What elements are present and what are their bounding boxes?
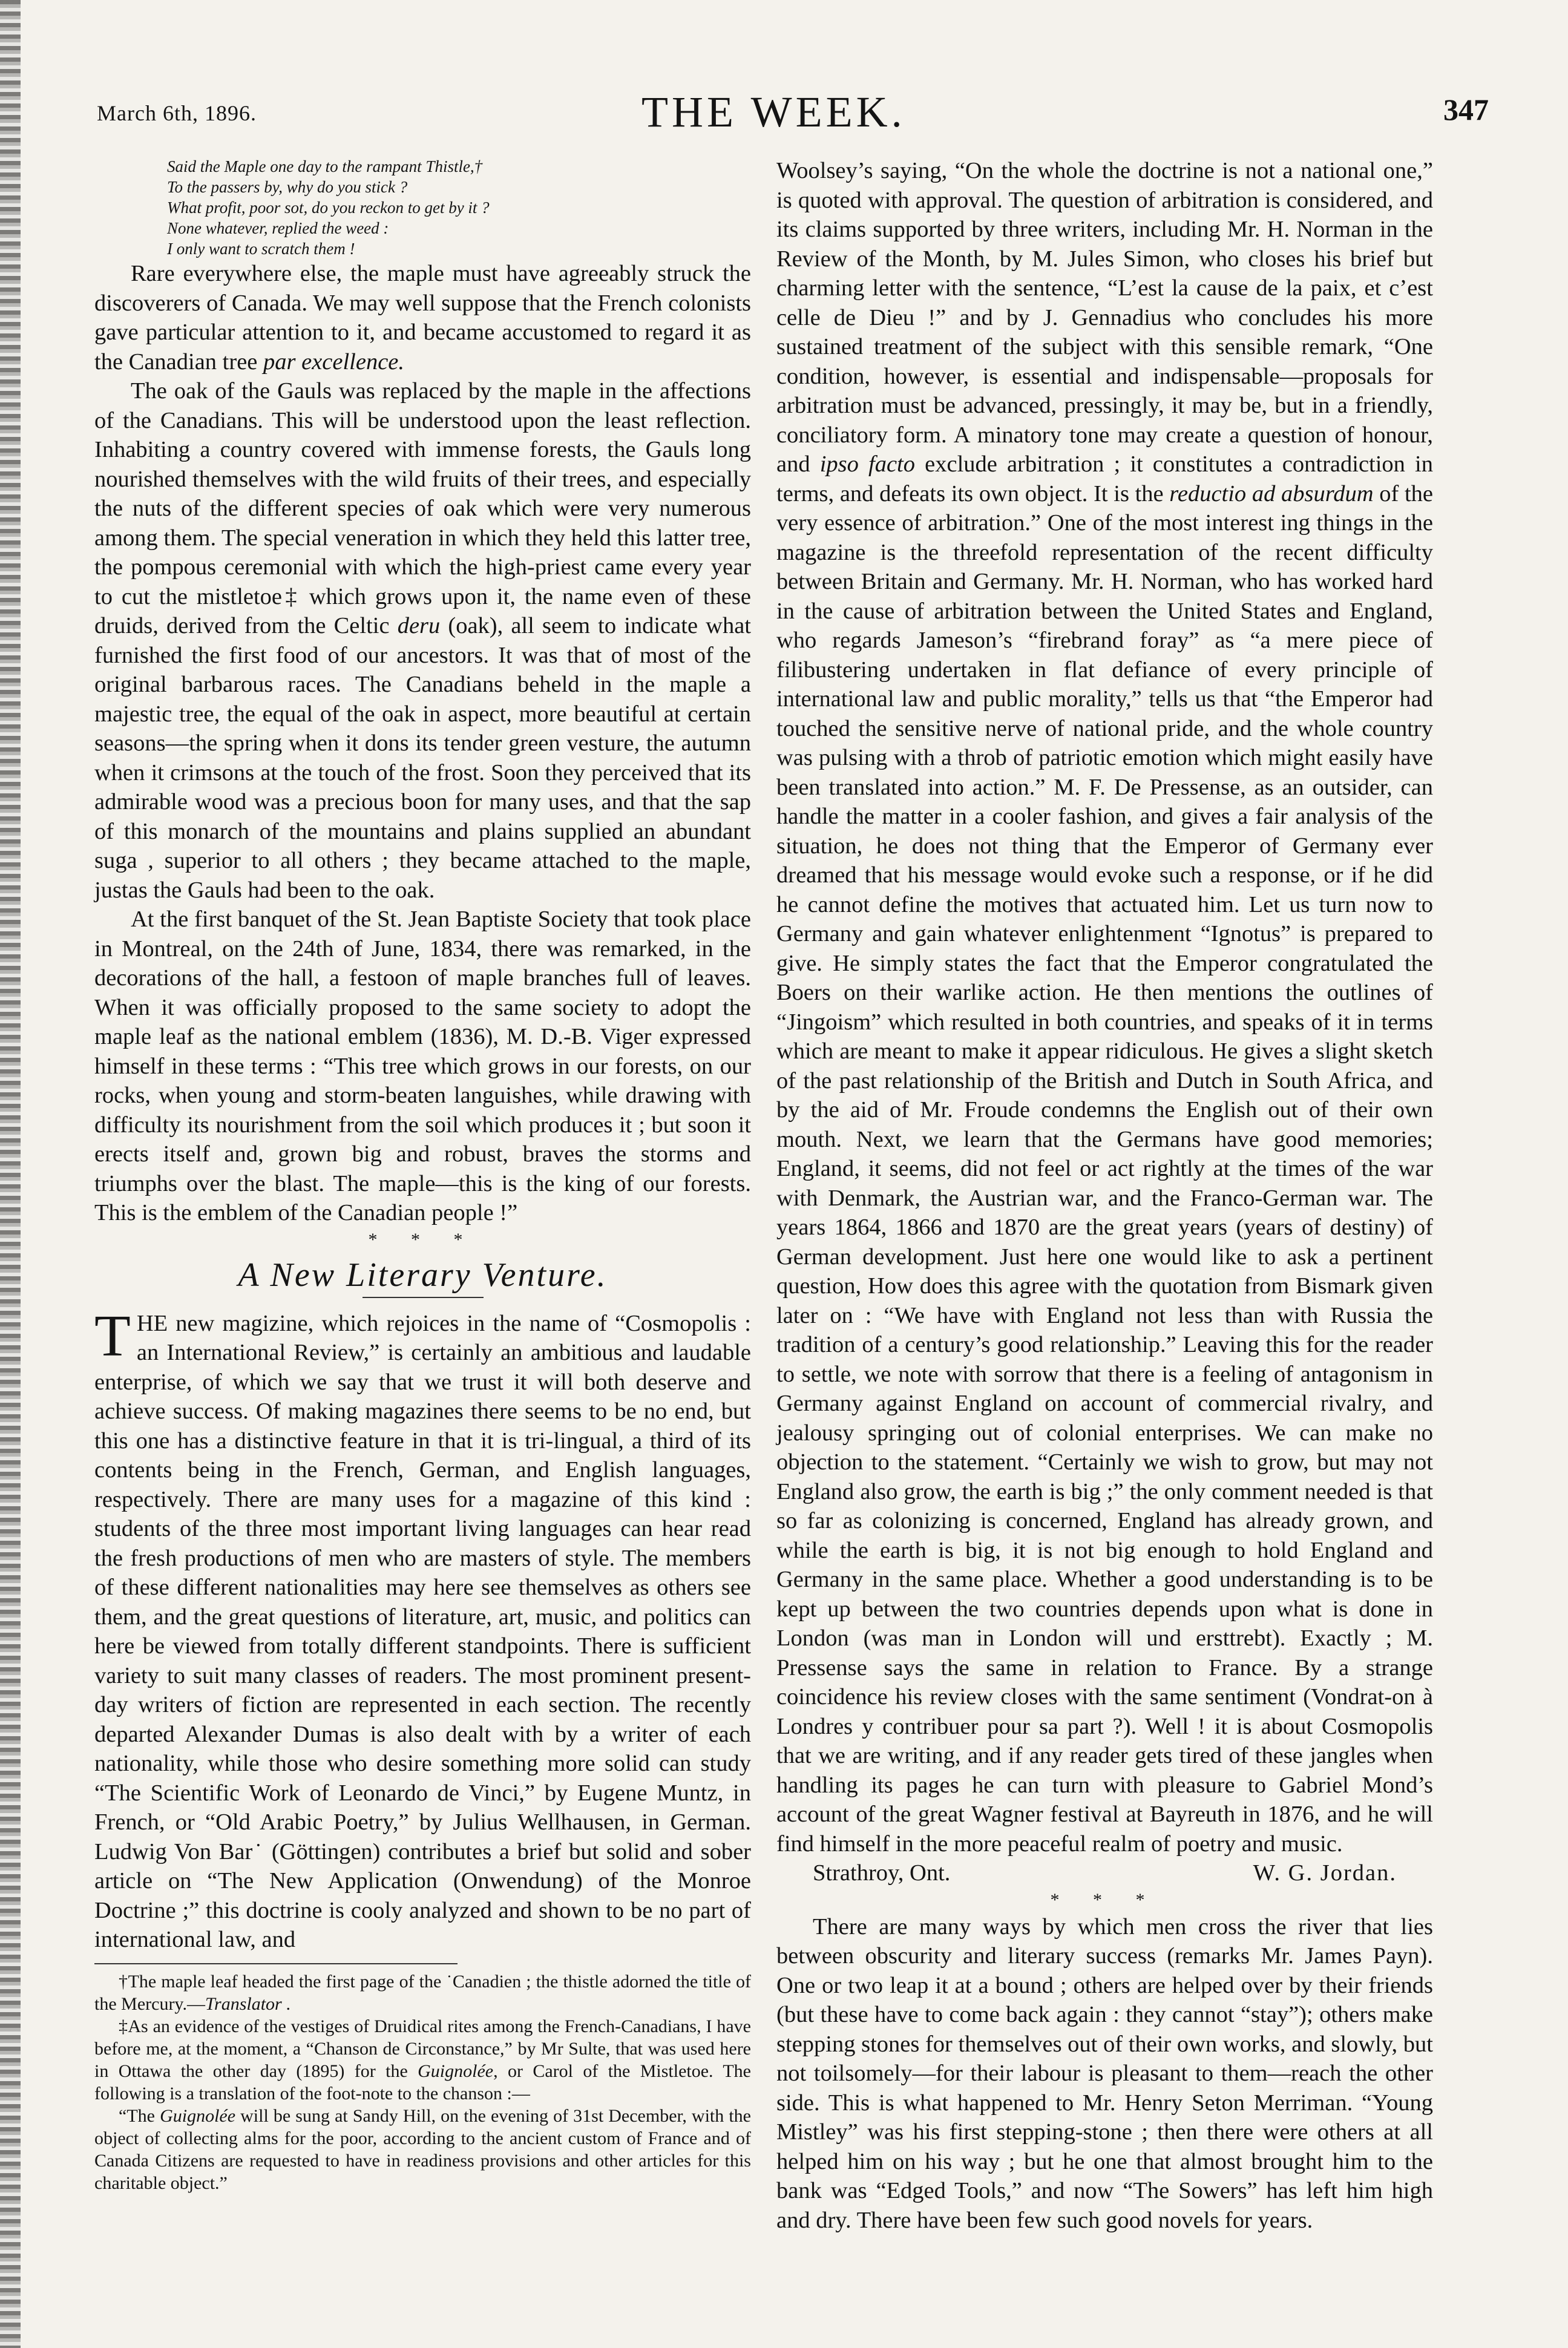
article-first-paragraph: THE new magizine, which rejoices in the name of “Cosmopolis : an International Review,” is certainly an ambitious and laudable enterprise, of which we say that we trust it will both deserve and achieve success. Of making magazines there seems to be no end, but this one has a distinctive feature in that it is tri-lingual, a third of its contents being in the French, German, and English languages, respectively. There are many uses for a magazine of this kind : students of the three most important living languages can hear read the fresh productions of men who are masters of style. The members of these different nationalities may here see themselves as others see them, and the great questions of literature, art, music, and politics can here be viewed from totally different standpoints. There is sufficient variety to suit many classes of readers. The most prominent present-day writers of fiction are represented in each section. The recently departed Alexander Dumas is also dealt with by a writer of each nationality, while those who desire something more solid can study “The Scientific Work of Leonardo de Vinci,” by Eugene Muntz, in French, or “Old Arabic Poetry,” by Julius Wellhausen, in German. Ludwig Von Bar˙ (Göttingen) contributes a brief but solid and sober article on “The New Application (Onwendung) of the Monroe Doctrine ;” this doctrine is cooly analyzed and shown to be no part of international law, and [94,1303,751,1952]
heading-rule [362,1297,484,1298]
poem-line: None whatever, replied the weed : [167,219,389,237]
section-separator-stars: * * * [368,1229,477,1250]
publication-title: THE WEEK. [641,88,906,136]
paragraph-oak-of-gauls: The oak of the Gauls was replaced by the maple in the affections of the Canadians. This will be understood upon the least reflection. Inhabiting a country covered with immense forests, the Gauls long nourished themselves with the wild fruits of their trees, and especially the nuts of the different species of oak which were very numerous among them. The special veneration in which they held this latter tree, the pompous ceremonial with which the high-priest came every year to cut the mistletoe‡ which grows upon it, the name even of these druids, derived from the Celtic deru (oak), all seem to indicate what furnished the first food of our ancestors. It was that of most of the original barbarous races. The Canadians beheld in the maple a majestic tree, the equal of the oak in aspect, more beautiful at certain seasons—the spring when it dons its tender green vesture, the autumn when it crimsons at the touch of the frost. Soon they perceived that its admirable wood was a precious boon for many uses, and that the sap of this monarch of the mountains and plains supplied an abundant suga , superior to all others ; they became attached to the maple, justas the Gauls had been to the oak. [94,378,751,903]
article-signature [776,1858,1433,1888]
poem-line: To the passers by, why do you stick ? [167,178,408,196]
paragraph-james-payn: There are many ways by which men cross the river that lies between obscurity and literary success (remarks Mr. James Payn). One or two leap it at a bound ; others are helped over by their friends (but these have to come back again : they cannot “stay”); others make stepping stones for themselves out of their own works, and slowly, but not toilsomely—for their labour is pleasant to them—reach the other side. This is what happened to Mr. Henry Seton Merriman. “Young Mistley” was his first stepping-stone ; then there were others at all helped him on his way ; but he one that almost brought him to the bank was “Edged Tools,” and now “The Sowers” has left him high and dry. There have been few such good novels for years. [776,1913,1433,2233]
right-column [776,156,1433,2235]
article-heading: A New Literary Venture. [238,1256,608,1294]
poem-line: Said the Maple one day to the rampant Thistle,† [167,157,483,175]
paragraph-maple-discoverers: Rare everywhere else, the maple must have agreeably struck the discoverers of Canada. We may well suppose that the French colonists gave particular attention to it, and became accustomed to regard it as the Canadian tree par excellence. [94,261,751,375]
page-header [97,85,1489,139]
issue-date: March 6th, 1896. [97,101,257,125]
page-number: 347 [1443,93,1489,126]
footnote-guignolee-quote: “The Guignolée will be sung at Sandy Hill, on the evening of 31st December, with the object of collecting alms for the poor, according to the ancient custom of France and of Canada Citizens are requested to have in readiness provisions and other articles for this charitable object.” [94,2105,751,2193]
scanned-page-edge [0,0,21,2348]
maple-thistle-poem [167,156,751,259]
signature-place: Strathroy, Ont. [813,1860,951,1886]
poem-line: What profit, poor sot, do you reckon to get by it ? [167,198,490,217]
footnote-rule [94,1963,458,1964]
drop-cap: T [94,1303,131,1369]
section-separator-stars: * * * [1050,1889,1160,1910]
footnote-double-dagger: ‡As an evidence of the vestiges of Druidical rites among the French-Canadians, I have before me, at the moment, a “Chanson de Circonstance,” by Mr Sulte, that was used here in Ottawa the other day (1895) for the Guignolée, or Carol of the Mistletoe. The following is a translation of the foot-note to the chanson :— [94,2016,751,2104]
footnote-dagger: †The maple leaf headed the first page of the ˙Canadien ; the thistle adorned the title of the Mercury.—Translator . [94,1971,751,2014]
poem-line: I only want to scratch them ! [167,240,355,258]
signature-author: W. G. Jordan. [1253,1860,1397,1886]
left-column [94,156,751,2194]
paragraph-st-jean-baptiste: At the first banquet of the St. Jean Baptiste Society that took place in Montreal, on the 24th of June, 1834, there was remarked, in the decorations of the hall, a festoon of maple branches full of leaves. When it was officially proposed to the same society to adopt the maple leaf as the national emblem (1836), M. D.-B. Viger expressed himself in these terms : “This tree which grows in our forests, on our rocks, when young and storm-beaten languishes, while drawing with difficulty its nourishment from the soil which produces it ; but soon it erects itself and, grown big and robust, braves the storms and triumphs over the blast. The maple—this is the king of our forests. This is the emblem of the Canadian people !” [94,907,751,1225]
article-continuation-paragraph: Woolsey’s saying, “On the whole the doctrine is not a national one,” is quoted with approval. The question of arbitration is considered, and its claims supported by three writers, including Mr. H. Norman in the Review of the Month, by M. Jules Simon, who closes his brief but charming letter with the sentence, “L’est la cause de la paix, et c’est celle de Dieu !” and by J. Gennadius who concludes his more sustained treatment of the subject with this sensible remark, “One condition, however, is essential and indispensable—proposals for arbitration must be advanced, pressingly, it may be, but in a friendly, conciliatory form. A minatory tone may create a question of honour, and ipso facto exclude arbitration ; it constitutes a contradiction in terms, and defeats its own object. It is the reductio ad absurdum of the very essence of arbitration.” One of the most interest ing things in the magazine is the threefold representation of the recent difficulty between Britain and Germany. Mr. H. Norman, who has worked hard in the cause of arbitration between the United States and England, who regards Jameson’s “firebrand foray” as “a mere piece of filibustering undertaken in flat defiance of every principle of international law and public morality,” tells us that “the Emperor had touched the sensitive nerve of national pride, and the whole country was pulsing with a throb of patriotic emotion which might easily have been translated into action.” M. F. De Pressense, as an outsider, can handle the matter in a cooler fashion, and gives a fair analysis of the situation, he does not thing that the Emperor of Germany ever dreamed that his message would evoke such a response, or if he did he cannot define the motives that actuated him. Let us turn now to Germany and gain whatever enlightenment “Ignotus” is prepared to give. He simply states the fact that the Emperor congratulated the Boers on their warlike action. He then mentions the outlines of “Jingoism” which resulted in both countries, and speaks of it in terms which are meant to make it appear ridiculous. He gives a slight sketch of the past relationship of the British and Dutch in South Africa, and by the aid of Mr. Froude condemns the English out of their own mouth. Next, we learn that the Germans have good memories; England, it seems, did not feel or act rightly at the times of the war with Denmark, the Austrian war, and the Franco-German war. The years 1864, 1866 and 1870 are the great years (years of destiny) of German development. Just here one would like to ask a pertinent question, How does this agree with the quotation from Bismark given later on : “We have with England not less than with Russia the tradition of a century’s good relationship.” Leaving this for the reader to settle, we note with sorrow that there is a feeling of antagonism in Germany against England on account of commercial rivalry, and jealousy springing out of colonial enterprises. We can make no objection to the statement. “Certainly we wish to grow, but may not England also grow, the earth is big ;” the only comment needed is that so far as colonizing is concerned, England has already grown, and while the earth is big, it is not big enough to hold England and Germany in the same place. Whether a good understanding is to be kept up between the two countries depends upon what is done in London (was man in London will und ersttrebt). Exactly ; M. Pressense says the same in relation to France. By a strange coincidence his review closes with the same sentiment (Vondrat-on à Londres y contribuer pour sa part ?). Well ! it is about Cosmopolis that we are writing, and if any reader gets tired of these jangles when handling its pages he can turn with pleasure to Gabriel Mond’s account of the great Wagner festival at Bayreuth in 1876, and he will find himself in the more peaceful realm of poetry and music. [776,158,1433,1857]
